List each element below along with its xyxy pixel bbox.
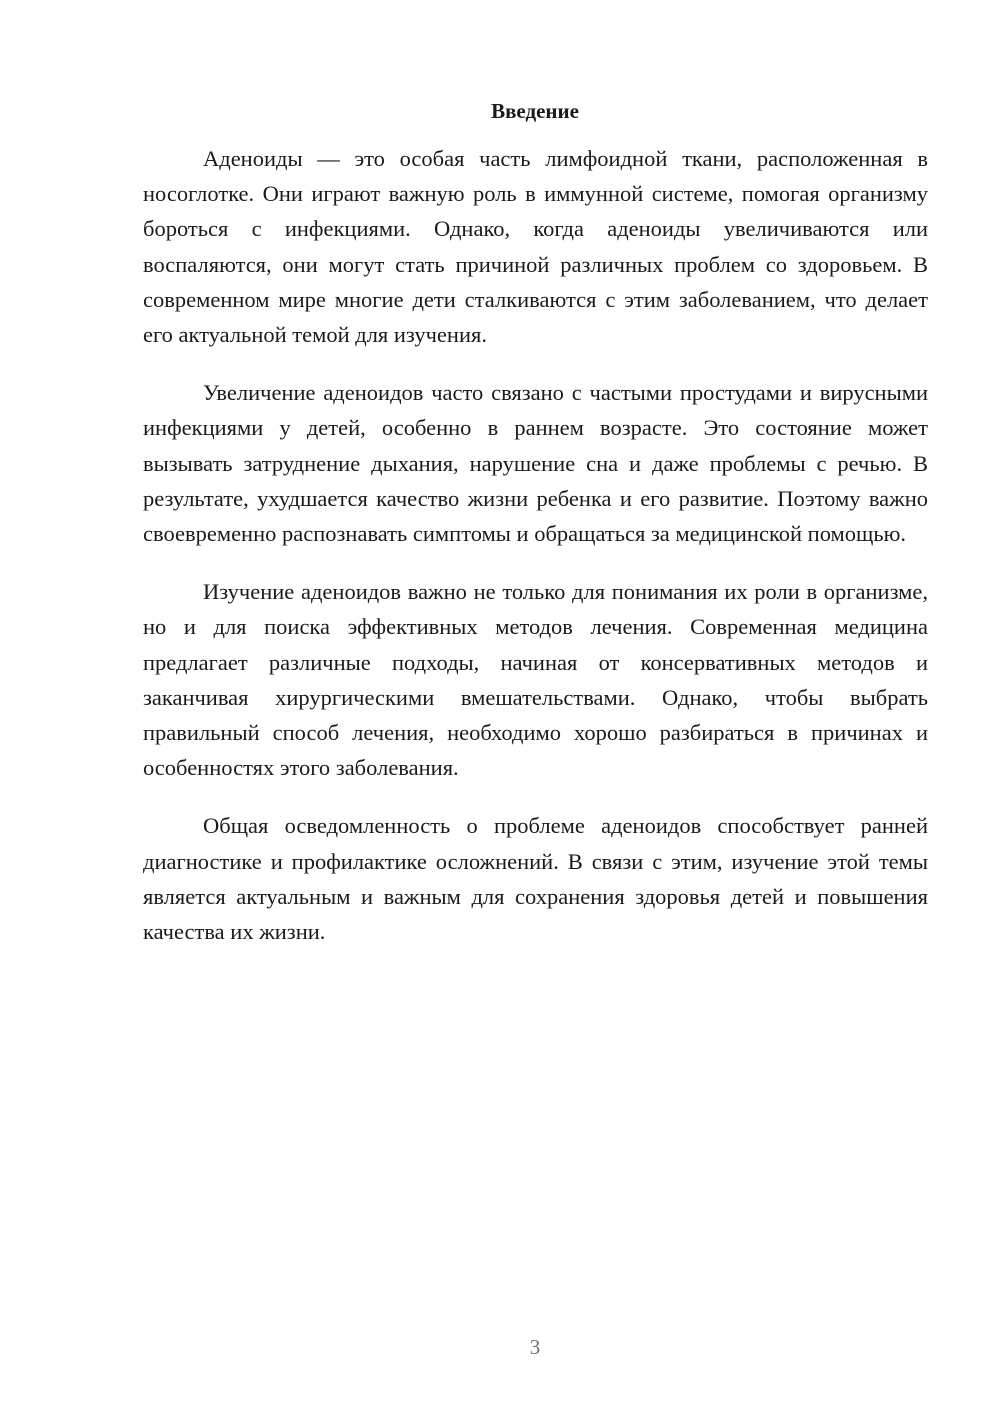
paragraph-1: Аденоиды — это особая часть лимфоидной ткани, расположенная в носоглотке. Они играют важную роль в иммунной системе, помогая организму бороться с инфекциями. Однако, когда аденоиды увеличиваются или воспаляются, они могут стать причиной различных проблем со здоровьем. В современном мире многие дети сталкиваются с этим заболеванием, что делает его актуальной темой для изучения. <box>143 146 928 348</box>
paragraph-2: Увеличение аденоидов часто связано с частыми простудами и вирусными инфекциями у детей, особенно в раннем возрасте. Это состояние может вызывать затруднение дыхания, нарушение сна и даже проблемы с речью. В результате, ухудшается качество жизни ребенка и его развитие. Поэтому важно своевременно распознавать симптомы и обращаться за медицинской помощью. <box>143 380 928 547</box>
section-body <box>143 141 928 972</box>
page-number: 3 <box>529 1335 541 1359</box>
section-title: Введение <box>491 99 579 123</box>
paragraph-3: Изучение аденоидов важно не только для понимания их роли в организме, но и для поиска эффективных методов лечения. Современная медицина предлагает различные подходы, начиная от консервативных методов и заканчивая хирургическими вмешательствами. Однако, чтобы выбрать правильный способ лечения, необходимо хорошо разбираться в причинах и особенностях этого заболевания. <box>143 579 928 781</box>
paragraph-4: Общая осведомленность о проблеме аденоидов способствует ранней диагностике и профилактике осложнений. В связи с этим, изучение этой темы является актуальным и важным для сохранения здоровья детей и повышения качества их жизни. <box>143 813 928 945</box>
